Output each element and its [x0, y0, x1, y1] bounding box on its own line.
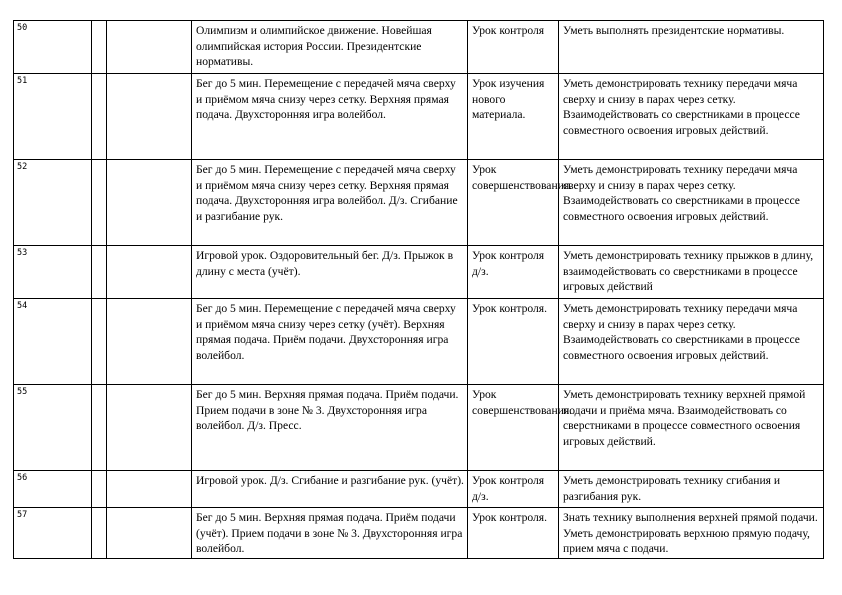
empty-cell: [92, 385, 107, 471]
empty-cell: [107, 246, 192, 299]
empty-cell: [92, 508, 107, 559]
lesson-outcomes: Уметь демонстрировать технику передачи мяча сверху и снизу в парах через сетку. Взаимодействовать со сверстниками в процессе совместного освоения игровых действий.: [559, 299, 824, 385]
lesson-row: [14, 299, 824, 385]
lesson-number: 50: [14, 21, 92, 74]
lesson-content: Бег до 5 мин. Верхняя прямая подача. Приём подачи. Прием подачи в зоне № 3. Двухсторонняя игра волейбол. Д/з. Пресс.: [192, 385, 468, 471]
lesson-number: 54: [14, 299, 92, 385]
lesson-outcomes: Уметь демонстрировать технику прыжков в длину, взаимодействовать со сверстниками в процессе игровых действий: [559, 246, 824, 299]
lesson-outcomes: Знать технику выполнения верхней прямой подачи. Уметь демонстрировать верхнюю прямую подачу, прием мяча с подачи.: [559, 508, 824, 559]
empty-cell: [107, 508, 192, 559]
empty-cell: [92, 471, 107, 508]
lesson-content: Игровой урок. Оздоровительный бег. Д/з. Прыжок в длину с места (учёт).: [192, 246, 468, 299]
lesson-row: [14, 471, 824, 508]
lesson-plan-table: [13, 20, 824, 559]
lesson-content: Бег до 5 мин. Перемещение с передачей мяча сверху и приёмом мяча снизу через сетку. Верхняя прямая подача. Двухсторонняя игра волейбол.: [192, 74, 468, 160]
empty-cell: [107, 299, 192, 385]
lesson-row: [14, 160, 824, 246]
lesson-row: [14, 21, 824, 74]
empty-cell: [107, 471, 192, 508]
empty-cell: [92, 299, 107, 385]
lesson-type: Урок контроля.: [468, 508, 559, 559]
lesson-number: 55: [14, 385, 92, 471]
empty-cell: [107, 21, 192, 74]
lesson-number: 53: [14, 246, 92, 299]
lesson-content: Бег до 5 мин. Перемещение с передачей мяча сверху и приёмом мяча снизу через сетку (учёт). Верхняя прямая подача. Приём подачи. Двухсторонняя игра волейбол.: [192, 299, 468, 385]
lesson-type: Урок совершенствования.: [468, 160, 559, 246]
lesson-type: Урок контроля: [468, 21, 559, 74]
empty-cell: [92, 246, 107, 299]
lesson-row: [14, 385, 824, 471]
empty-cell: [92, 21, 107, 74]
lesson-row: [14, 246, 824, 299]
lesson-type: Урок изучения нового материала.: [468, 74, 559, 160]
lesson-type: Урок контроля.: [468, 299, 559, 385]
lesson-number: 57: [14, 508, 92, 559]
lesson-type: Урок совершенствования.: [468, 385, 559, 471]
lesson-row: [14, 74, 824, 160]
lesson-outcomes: Уметь демонстрировать технику сгибания и разгибания рук.: [559, 471, 824, 508]
lesson-content: Бег до 5 мин. Перемещение с передачей мяча сверху и приёмом мяча снизу через сетку. Верхняя прямая подача. Двухсторонняя игра волейбол. Д/з. Сгибание и разгибание рук.: [192, 160, 468, 246]
lesson-type: Урок контроля д/з.: [468, 471, 559, 508]
lesson-number: 51: [14, 74, 92, 160]
lesson-plan-body: [14, 21, 824, 559]
lesson-content: Бег до 5 мин. Верхняя прямая подача. Приём подачи (учёт). Прием подачи в зоне № 3. Двухсторонняя игра волейбол.: [192, 508, 468, 559]
empty-cell: [107, 160, 192, 246]
empty-cell: [92, 74, 107, 160]
lesson-outcomes: Уметь выполнять президентские нормативы.: [559, 21, 824, 74]
lesson-row: [14, 508, 824, 559]
empty-cell: [92, 160, 107, 246]
empty-cell: [107, 385, 192, 471]
empty-cell: [107, 74, 192, 160]
lesson-type: Урок контроля д/з.: [468, 246, 559, 299]
lesson-content: Игровой урок. Д/з. Сгибание и разгибание рук. (учёт).: [192, 471, 468, 508]
lesson-number: 56: [14, 471, 92, 508]
lesson-number: 52: [14, 160, 92, 246]
lesson-outcomes: Уметь демонстрировать технику верхней прямой подачи и приёма мяча. Взаимодействовать со сверстниками в процессе совместного освоения игровых действий.: [559, 385, 824, 471]
lesson-outcomes: Уметь демонстрировать технику передачи мяча сверху и снизу в парах через сетку. Взаимодействовать со сверстниками в процессе совместного освоения игровых действий.: [559, 160, 824, 246]
lesson-content: Олимпизм и олимпийское движение. Новейшая олимпийская история России. Президентские нормативы.: [192, 21, 468, 74]
lesson-outcomes: Уметь демонстрировать технику передачи мяча сверху и снизу в парах через сетку. Взаимодействовать со сверстниками в процессе совместного освоения игровых действий.: [559, 74, 824, 160]
